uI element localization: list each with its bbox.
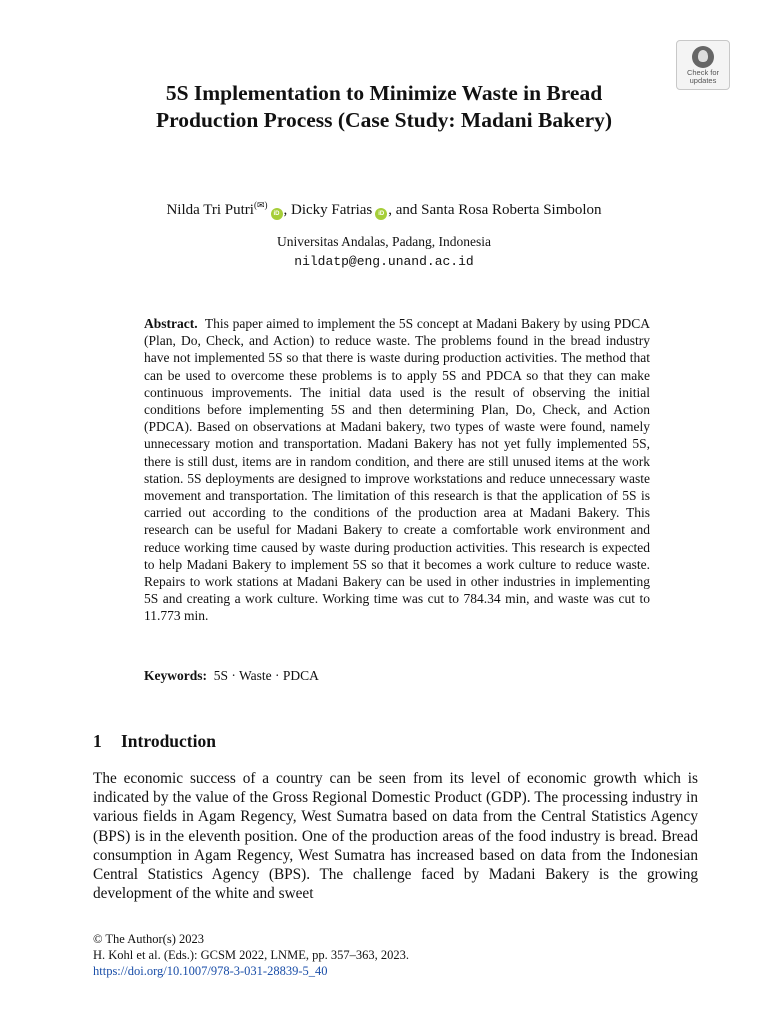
abstract-text: This paper aimed to implement the 5S concept at Madani Bakery by using PDCA (Plan, Do, Check, and Action) to reduce waste. The problems found in the bread industry have not implemented 5S so that there is waste during production activities. The method that can be used to overcome these problems is to apply 5S and PDCA so that they can make continuous improvements. The initial data used is the result of observing the initial conditions before implementing 5S and then determining Plan, Do, Check, and Action (PDCA). Based on observations at Madani bakery, two types of waste were found, namely unnecessary motion and transportation. Madani Bakery has not yet fully implemented 5S, there is still dust, items are in random condition, and there are still unused items at the work station. 5S deployments are designed to improve workstations and reduce unnecessary waste movement and transportation. The limitation of this research is that the application of 5S is carried out according to the conditions of the production area at Madani Bakery. This research can be useful for Madani Bakery to create a comfortable work environment and reduce working time caused by waste during production activities. This research is expected to help Madani Bakery to implement 5S so that it becomes a work culture to reduce waste. Repairs to work stations at Madani Bakery can be used in other industries in implementing 5S and creating a work culture. Working time was cut to 784.34 min, and waste was cut to 11.773 min. [144,316,650,624]
email-address[interactable]: nildatp@eng.unand.ac.id [294,254,474,269]
corresponding-author-mark: (✉) [253,200,268,210]
section-number: 1 [93,731,102,751]
keywords [144,668,650,684]
intro-paragraph: The economic success of a country can be seen from its level of economic growth which is indicated by the value of the Gross Regional Domestic Product (GDP). The processing industry in various fields in Agam Regency, West Sumatra based on data from the Central Statistics Agency (BPS) is in the eleventh position. One of the production areas of the food industry is bread. Bread consumption in Agam Regency, West Sumatra has increased based on data from the Indonesian Central Statistics Agency (BPS). The challenge faced by Madani Bakery is the growing development of the white and sweet [93,770,698,903]
badge-line2: updates [689,76,717,85]
abstract [144,315,650,625]
orcid-icon[interactable]: iD [271,208,283,220]
author-name: , Dicky Fatrias [283,202,373,218]
footer [93,931,409,979]
keywords-label: Keywords: [144,668,207,683]
section-title: Introduction [121,731,216,751]
section-heading [93,731,216,752]
author-list [60,200,708,220]
author-name: Nilda Tri Putri [166,202,254,218]
copyright: © The Author(s) 2023 [93,932,204,946]
citation: H. Kohl et al. (Eds.): GCSM 2022, LNME, pp. 357–363, 2023. [93,948,409,962]
doi-link[interactable]: https://doi.org/10.1007/978-3-031-28839-5_40 [93,964,328,978]
badge-line1: Check for [686,68,720,77]
orcid-icon[interactable]: iD [375,208,387,220]
author-name: , and Santa Rosa Roberta Simbolon [388,202,602,218]
paper-title: 5S Implementation to Minimize Waste in Bread Production Process (Case Study: Madani Bakery) [155,81,613,132]
check-for-updates-badge[interactable] [676,40,730,90]
affiliation: Universitas Andalas, Padang, Indonesia [276,234,492,249]
check-updates-icon [692,46,714,68]
keywords-text: 5S · Waste · PDCA [213,668,319,683]
abstract-label: Abstract. [144,316,198,331]
